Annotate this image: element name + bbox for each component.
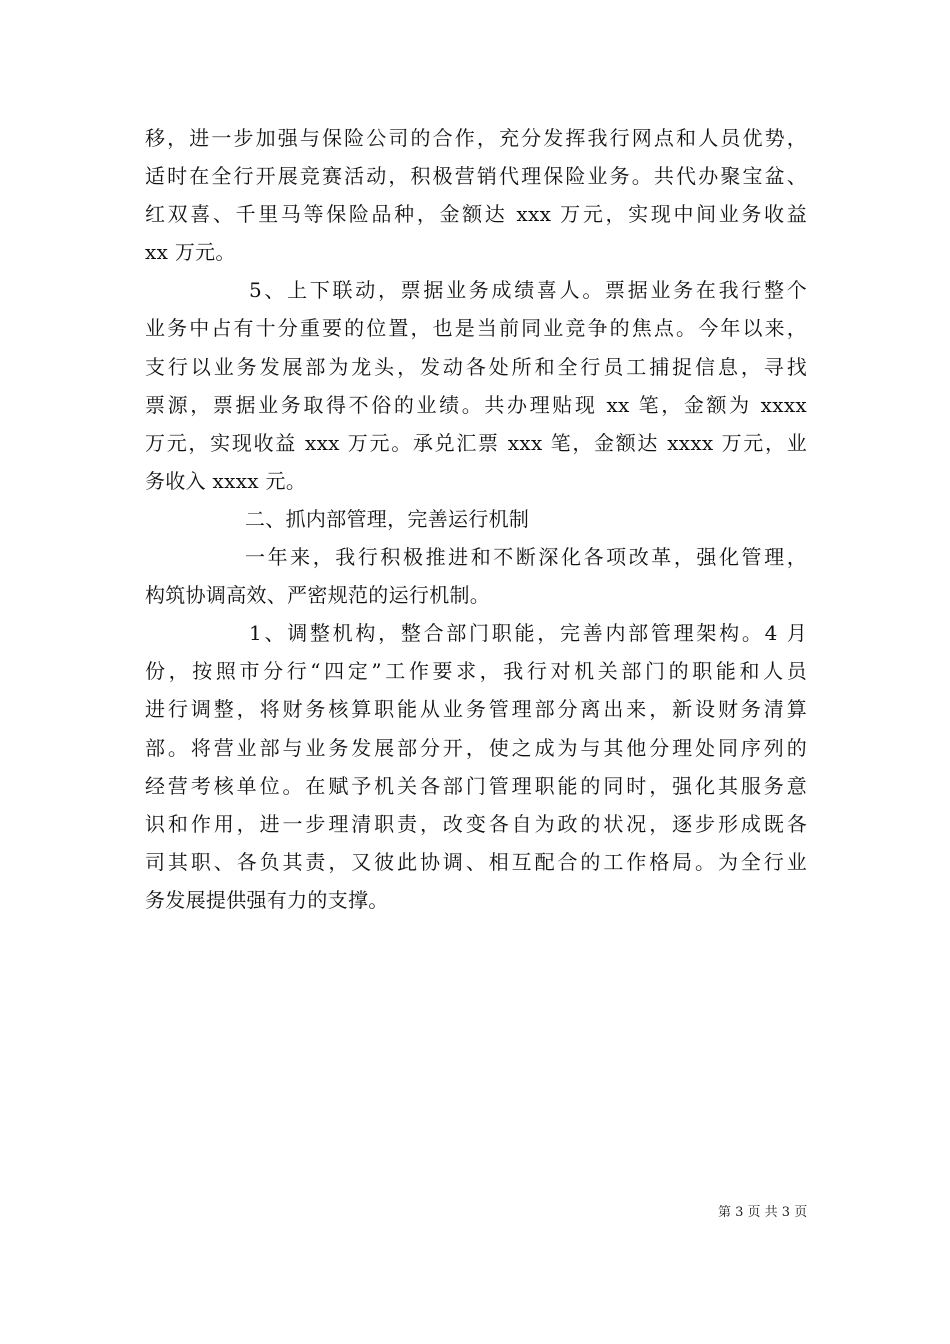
section-heading: 二、抓内部管理，完善运行机制 — [245, 506, 530, 531]
document-body — [145, 119, 807, 919]
text-line: 移，进一步加强与保险公司的合作，充分发挥我行网点和人员优势， — [145, 126, 807, 150]
text-line: 业务中占有十分重要的位置，也是当前同业竞争的焦点。今年以来， — [145, 316, 807, 341]
text-line: 构筑协调高效、严密规范的运行机制。 — [145, 583, 491, 608]
text-line: 司其职、各负其责，又彼此协调、相互配合的工作格局。为全行业 — [145, 849, 807, 874]
paragraph-first-line: 1、调整机构，整合部门职能，完善内部管理架构。4 月 — [249, 621, 807, 646]
text-line: 部。将营业部与业务发展部分开，使之成为与其他分理处同序列的 — [145, 735, 807, 760]
text-line: 识和作用，进一步理清职责，改变各自为政的状况，逐步形成既各 — [145, 811, 807, 836]
text-line: 红双喜、千里马等保险品种，金额达 xxx 万元，实现中间业务收益 — [145, 202, 807, 227]
text-line: 经营考核单位。在赋予机关各部门管理职能的同时，强化其服务意 — [145, 773, 807, 798]
text-line: xx 万元。 — [145, 240, 236, 265]
text-line: 务发展提供强有力的支撑。 — [145, 887, 389, 912]
text-line: 适时在全行开展竞赛活动，积极营销代理保险业务。共代办聚宝盆、 — [145, 164, 807, 189]
paragraph-first-line: 5、上下联动，票据业务成绩喜人。票据业务在我行整个 — [249, 278, 807, 303]
text-line: 进行调整，将财务核算职能从业务管理部分离出来，新设财务清算 — [145, 697, 807, 722]
text-line: 票源，票据业务取得不俗的业绩。共办理贴现 xx 笔，金额为 xxxx — [145, 392, 807, 417]
page-number: 第 3 页 共 3 页 — [718, 1205, 808, 1220]
text-line: 支行以业务发展部为龙头，发动各处所和全行员工捕捉信息，寻找 — [145, 354, 807, 379]
paragraph-first-line: 一年来，我行积极推进和不断深化各项改革，强化管理， — [245, 545, 807, 570]
text-line: 务收入 xxxx 元。 — [145, 468, 307, 493]
text-line: 万元，实现收益 xxx 万元。承兑汇票 xxx 笔，金额达 xxxx 万元，业 — [145, 430, 807, 455]
text-line: 份，按照市分行“四定”工作要求，我行对机关部门的职能和人员 — [145, 659, 807, 684]
